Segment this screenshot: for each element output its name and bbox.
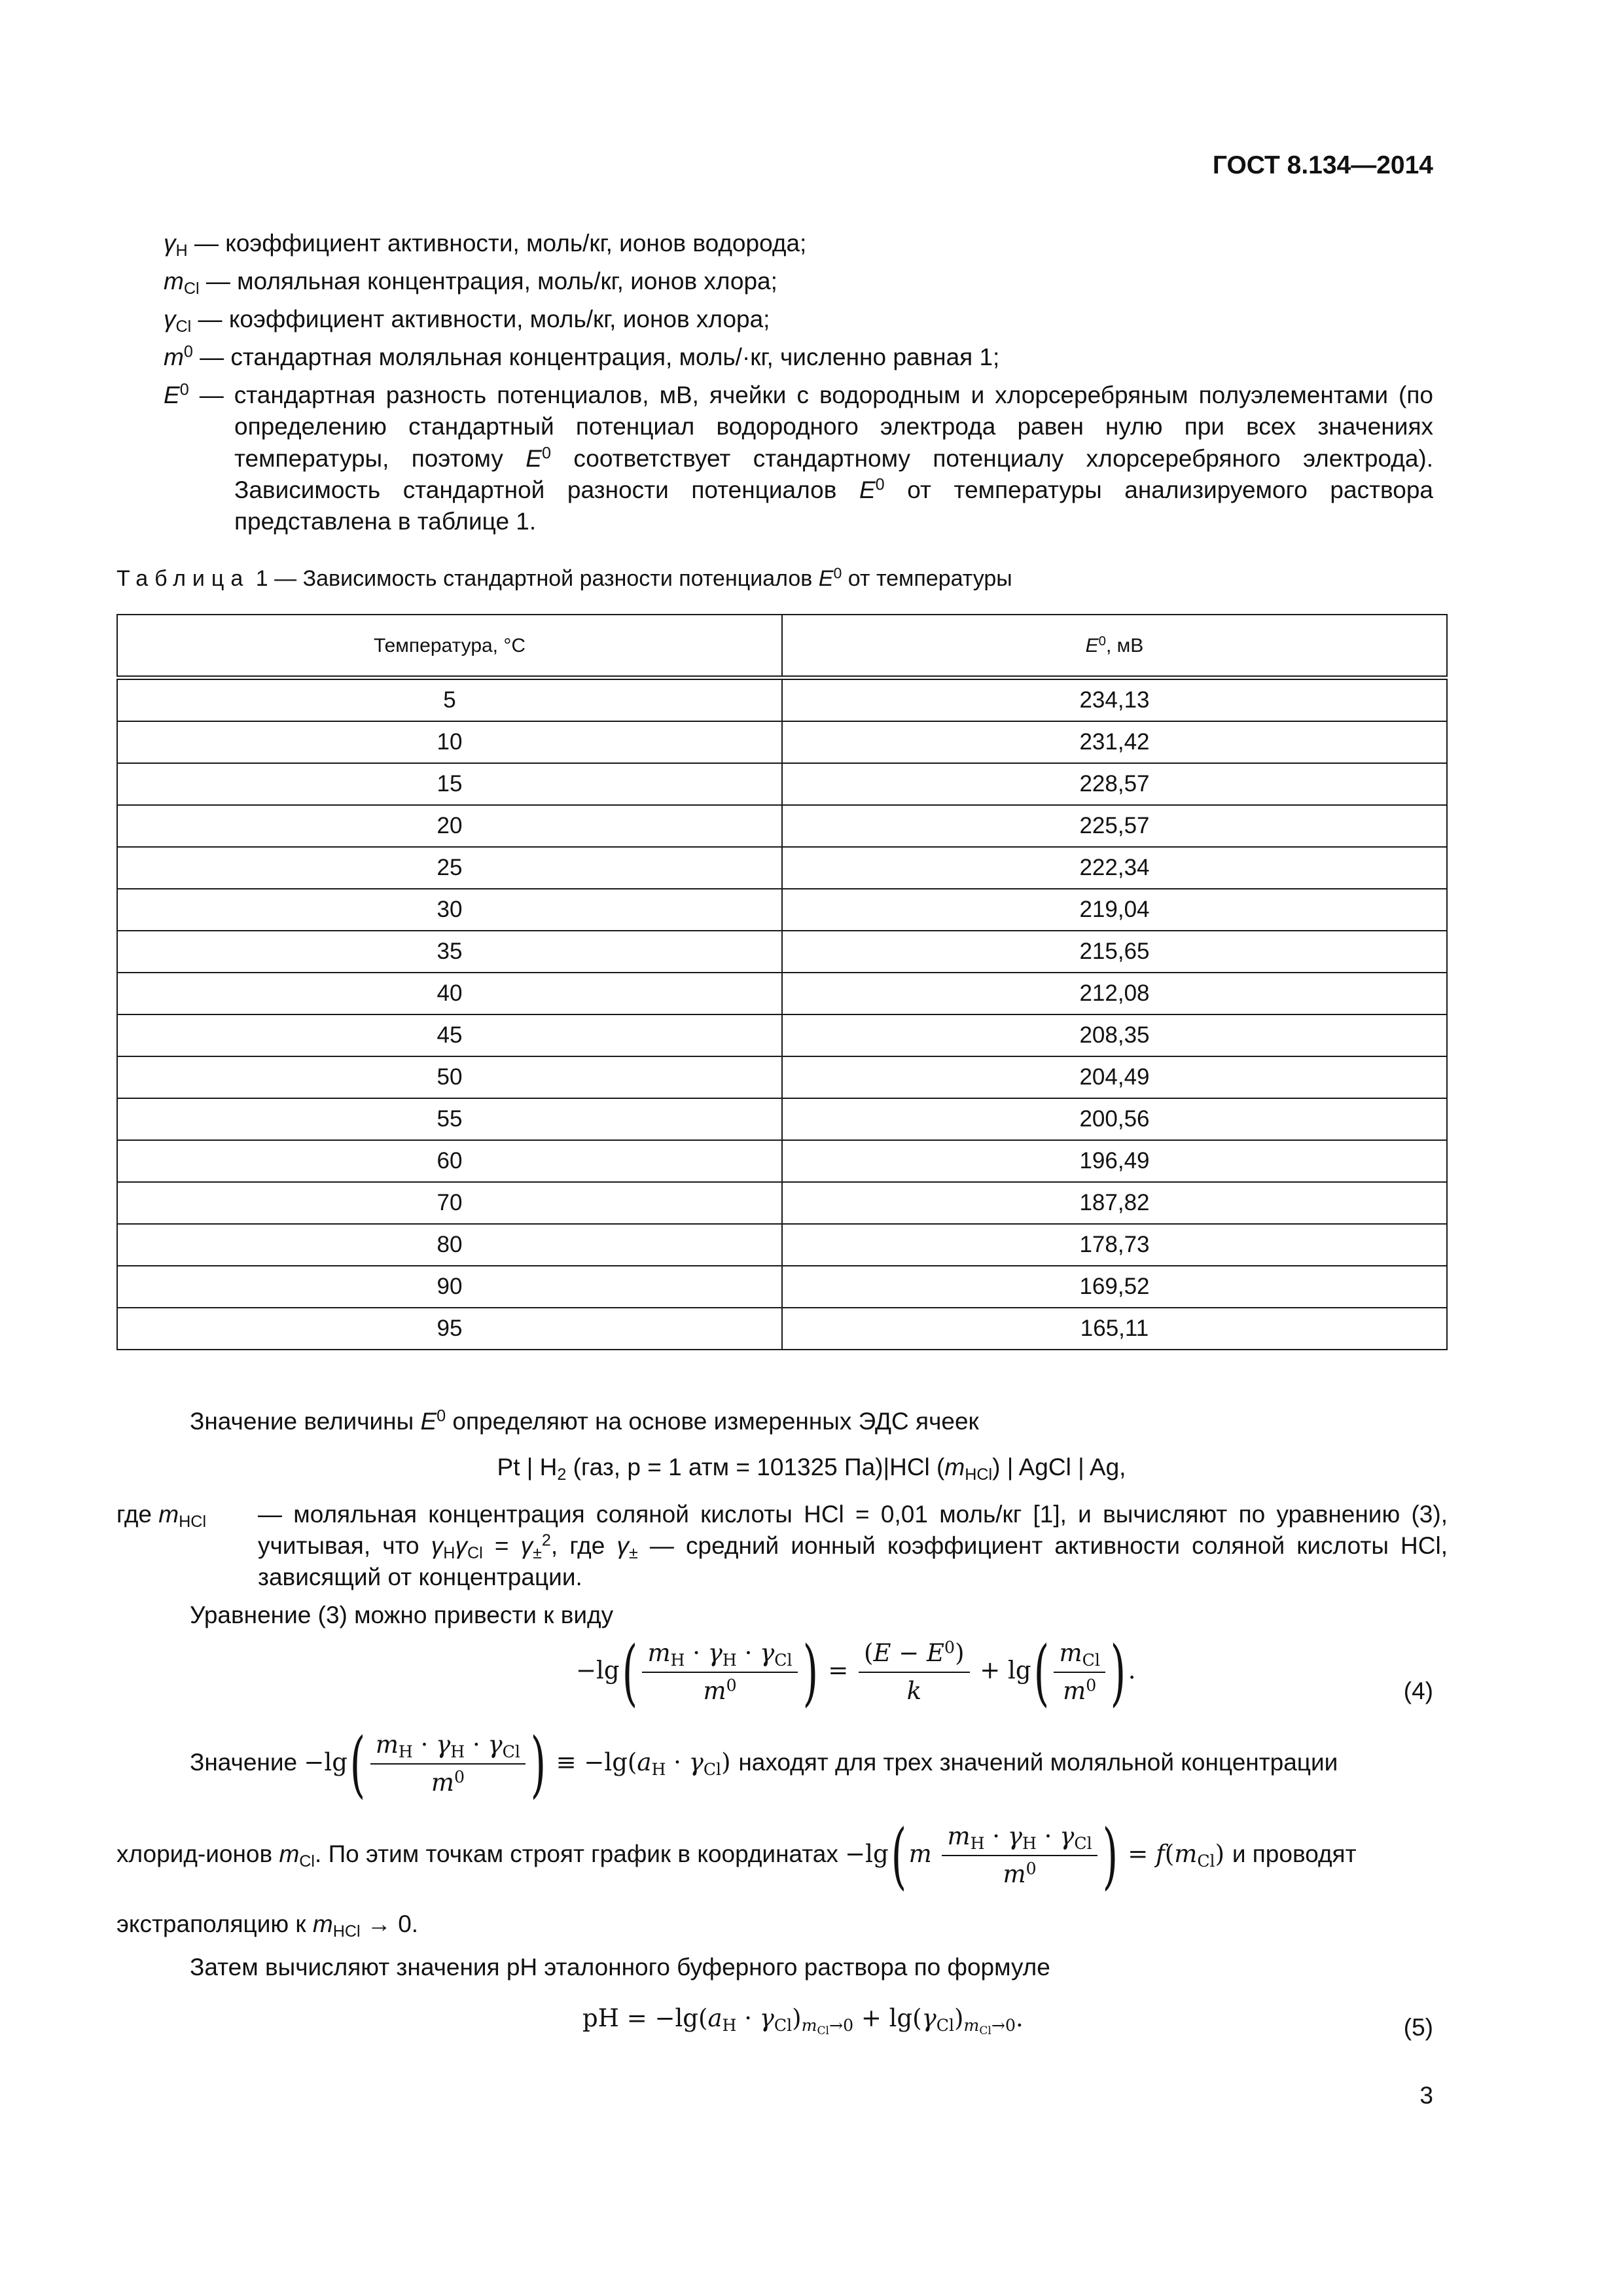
table-row bbox=[117, 1266, 1447, 1308]
e0-temperature-table bbox=[116, 614, 1448, 1350]
table-row bbox=[117, 1014, 1447, 1056]
cell-e0-value: 169,52 bbox=[782, 1266, 1447, 1308]
table-row bbox=[117, 805, 1447, 847]
cell-e0-value: 212,08 bbox=[782, 973, 1447, 1014]
cell-e0-value: 215,65 bbox=[782, 931, 1447, 973]
cell-temperature: 50 bbox=[117, 1056, 782, 1098]
header-temperature: Температура, °C bbox=[117, 615, 782, 678]
cell-temperature: 70 bbox=[117, 1182, 782, 1224]
symbol-definitions bbox=[164, 228, 1433, 544]
definition-m-cl: $m_{Cl}$ — моляльная концентрация, моль/кг, ионов хлора; bbox=[164, 268, 777, 298]
cell-temperature: 10 bbox=[117, 721, 782, 763]
cell-temperature: 15 bbox=[117, 763, 782, 805]
table-row bbox=[117, 889, 1447, 931]
cell-temperature: 20 bbox=[117, 805, 782, 847]
table-row bbox=[117, 721, 1447, 763]
cell-equation: Pt | $H_2$ (газ, p = 1 атм = 101325 Па)|HCl $(m_{HCl})$ | AgCl | Ag, bbox=[497, 1454, 1126, 1484]
cell-temperature: 35 bbox=[117, 931, 782, 973]
cell-temperature: 40 bbox=[117, 973, 782, 1014]
cell-e0-value: 178,73 bbox=[782, 1224, 1447, 1266]
cell-e0-value: 204,49 bbox=[782, 1056, 1447, 1098]
cell-e0-value: 219,04 bbox=[782, 889, 1447, 931]
where-body: — моляльная концентрация соляной кислоты HCl = 0,01 моль/кг [1], и вычисляют по уравнению (3), учитывая, что $\gamma_H\gamma_{Cl} = \gamma_\pm^2$, где $\gamma_\pm$ — средний ионный коэффициент активности соляной кислоты HCl, зависящий от концентрации. bbox=[258, 1501, 1448, 1591]
table-row bbox=[117, 678, 1447, 722]
table-row bbox=[117, 1098, 1447, 1140]
table-header-row bbox=[117, 615, 1447, 678]
table-row bbox=[117, 847, 1447, 889]
definition-gamma-h: $\gamma_H$ — коэффициент активности, моль/кг, ионов водорода; bbox=[164, 230, 807, 260]
paragraph-e0-determination: Значение величины $E^0$ определяют на основе измеренных ЭДС ячеек bbox=[190, 1407, 979, 1435]
equation-5-number: (5) bbox=[1403, 2014, 1433, 2041]
equation-5: pH = $-\lg(a_H \cdot \gamma_{Cl})_{m_{Cl}\to 0} + \lg(\gamma_{Cl})_{m_{Cl}\to 0}$. bbox=[582, 2004, 1024, 2037]
cell-e0-value: 200,56 bbox=[782, 1098, 1447, 1140]
table-row bbox=[117, 1056, 1447, 1098]
page-number: 3 bbox=[1419, 2082, 1433, 2109]
cell-temperature: 45 bbox=[117, 1014, 782, 1056]
cell-e0-value: 231,42 bbox=[782, 721, 1447, 763]
where-clause bbox=[116, 1499, 1448, 1593]
table-caption: Таблица 1 — Зависимость стандартной разности потенциалов $E^0$ от температуры bbox=[116, 564, 1012, 591]
paragraph-equation-form: Уравнение (3) можно привести к виду bbox=[190, 1602, 614, 1628]
cell-temperature: 25 bbox=[117, 847, 782, 889]
equation-4-number: (4) bbox=[1403, 1677, 1433, 1704]
cell-e0-value: 165,11 bbox=[782, 1308, 1447, 1350]
cell-temperature: 90 bbox=[117, 1266, 782, 1308]
cell-e0-value: 187,82 bbox=[782, 1182, 1447, 1224]
cell-e0-value: 222,34 bbox=[782, 847, 1447, 889]
cell-e0-value: 234,13 bbox=[782, 678, 1447, 722]
table-row bbox=[117, 1182, 1447, 1224]
cell-temperature: 5 bbox=[117, 678, 782, 722]
definition-m0: $m^0$ — стандартная моляльная концентрация, моль/·кг, численно равная 1; bbox=[164, 342, 1000, 371]
cell-e0-value: 228,57 bbox=[782, 763, 1447, 805]
cell-e0-value: 196,49 bbox=[782, 1140, 1447, 1182]
cell-e0-value: 208,35 bbox=[782, 1014, 1447, 1056]
equation-4: −lg( $\frac{m_H \cdot \gamma_H \cdot \gamma_{Cl}}{m^0}$ ) = $\frac{(E - E^0)}{k}$ + lg( $\frac{m_{Cl}}{m^0}$ ). bbox=[576, 1630, 1136, 1714]
table-row bbox=[117, 931, 1447, 973]
cell-temperature: 30 bbox=[117, 889, 782, 931]
definition-e0: $E^0$ — стандартная разность потенциалов, мВ, ячейки с водородным и хлорсеребряным полуэлементами (по определению стандартный потенциал водородного электрода равен нулю при всех значениях температуры, поэтому $E^0$ соответствует стандартному потенциалу хлорсеребряного электрода). Зависимость стандартной разности потенциалов $E^0$ от температуры анализируемого раствора представлена в таблице 1. bbox=[164, 380, 1433, 535]
table-row bbox=[117, 1224, 1447, 1266]
paragraph-value-statement: Значение −lg( $\frac{m_H \cdot \gamma_H \cdot \gamma_{Cl}}{m^0}$ ) ≡ $-\lg(a_H \cdot \gamma_{Cl})$ находят для трех значений моляльной концентрации bbox=[190, 1722, 1338, 1806]
cell-temperature: 80 bbox=[117, 1224, 782, 1266]
paragraph-ph-calculation: Затем вычисляют значения pH эталонного буферного раствора по формуле bbox=[190, 1954, 1050, 1981]
cell-e0-value: 225,57 bbox=[782, 805, 1447, 847]
cell-temperature: 55 bbox=[117, 1098, 782, 1140]
cell-temperature: 60 bbox=[117, 1140, 782, 1182]
paragraph-graph-coordinates: хлорид-ионов $m_{Cl}$. По этим точкам строят график в координатах −lg(m $\frac{m_H \cdot \gamma_H \cdot \gamma_{Cl}}{m^0}$ ) = $f(m_{Cl})$ и проводят bbox=[116, 1814, 1357, 1897]
table-row bbox=[117, 973, 1447, 1014]
table-row bbox=[117, 763, 1447, 805]
document-header: ГОСТ 8.134—2014 bbox=[1212, 151, 1433, 179]
cell-temperature: 95 bbox=[117, 1308, 782, 1350]
table-row bbox=[117, 1308, 1447, 1350]
definition-gamma-cl: $\gamma_{Cl}$ — коэффициент активности, моль/кг, ионов хлора; bbox=[164, 306, 770, 336]
paragraph-extrapolation: экстраполяцию к $m_{HCl} \to 0$. bbox=[116, 1910, 419, 1941]
where-lead: где $m_{HCl}$ bbox=[116, 1501, 207, 1532]
table-row bbox=[117, 1140, 1447, 1182]
table-body bbox=[117, 678, 1447, 1350]
header-e0: $E^0$, мВ bbox=[782, 615, 1447, 678]
